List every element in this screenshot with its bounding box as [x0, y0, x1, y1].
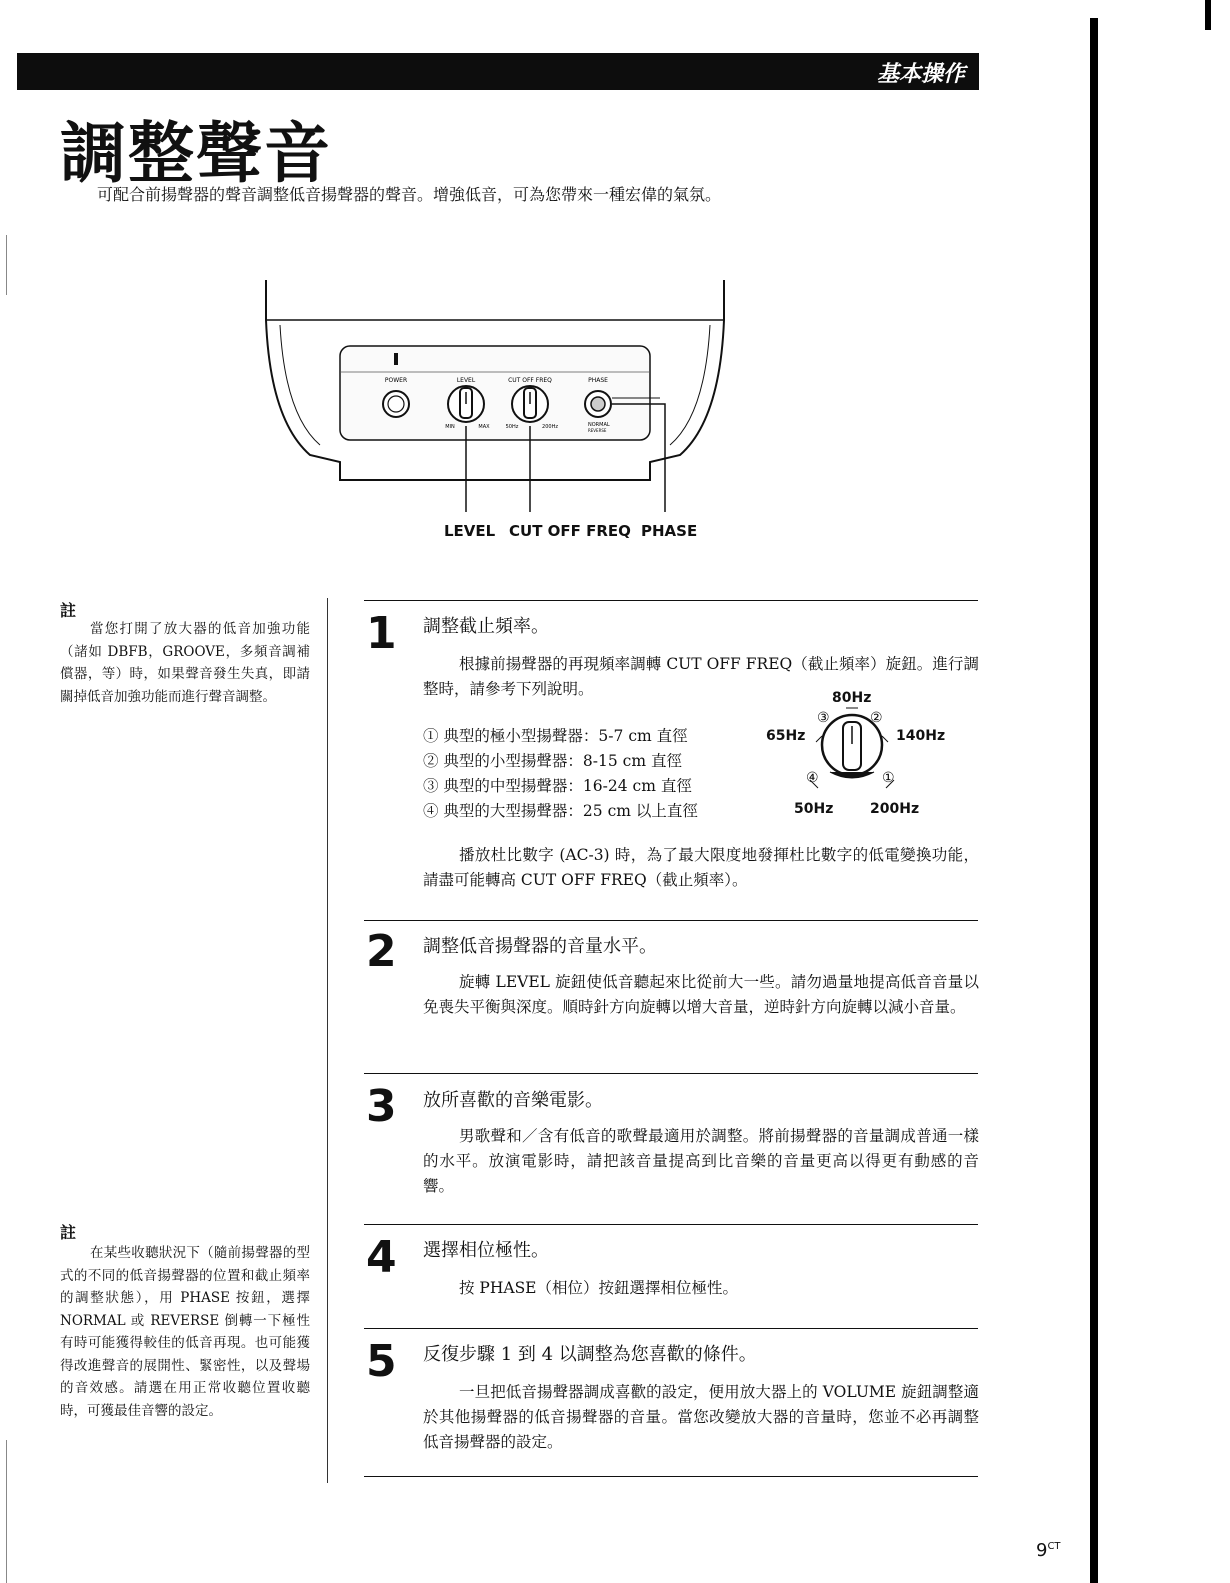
dial-marker-2: ②	[870, 710, 883, 726]
dial-marker-3: ③	[817, 710, 830, 726]
speaker-size-item: ③ 典型的中型揚聲器：16-24 cm 直徑	[423, 777, 692, 795]
phase-button[interactable]	[585, 391, 611, 417]
step-heading: 調整截止頻率。	[423, 616, 549, 637]
callout-cutoff-freq: CUT OFF FREQ	[509, 522, 631, 540]
step-divider	[364, 1073, 978, 1074]
step-paragraph: 一旦把低音揚聲器調成喜歡的設定，便用放大器上的 VOLUME 旋鈕調整適於其他揚聲器的低音揚聲器的音量。當您改變放大器的音量時，您並不必再調整低音揚聲器的設定。	[423, 1383, 979, 1451]
step-heading: 放所喜歡的音樂電影。	[423, 1090, 603, 1111]
phase-reverse-label: REVERSE	[588, 428, 607, 433]
dial-140hz-label: 140Hz	[896, 728, 946, 744]
level-max-label: MAX	[478, 424, 490, 430]
level-knob[interactable]	[448, 386, 484, 422]
note-text: 當您打開了放大器的低音加強功能（諸如 DBFB，GROOVE，多頻音調補償器，等）時，如果聲音發生失真，即請關掉低音加強功能而進行聲音調整。	[60, 621, 310, 705]
column-divider	[327, 598, 328, 1483]
binding-strip	[1090, 18, 1098, 1583]
step-divider	[364, 600, 978, 601]
note-text: 在某些收聽狀況下（隨前揚聲器的型式的不同的低音揚聲器的位置和截止頻率的調整狀態），用 PHASE 按鈕，選擇 NORMAL 或 REVERSE 倒轉一下極性有時可能獲得較佳的低音再現。也可能獲得改進聲音的展開性、緊密性，以及聲場的音效感。請選在用正常收聽位置收聽時，可獲最佳音響的設定。	[60, 1245, 310, 1419]
dial-80hz-label: 80Hz	[832, 690, 872, 706]
dial-65hz-label: 65Hz	[766, 728, 806, 744]
page-number-value: 9	[1036, 1540, 1048, 1561]
callout-level: LEVEL	[444, 522, 496, 540]
cutoff-50hz-label: 50Hz	[505, 424, 519, 430]
step-divider	[364, 1224, 978, 1225]
step-number: 3	[366, 1081, 397, 1132]
page-number-suffix: CT	[1047, 1541, 1061, 1552]
speaker-size-item: ④ 典型的大型揚聲器：25 cm 以上直徑	[423, 802, 698, 820]
speaker-size-item: ② 典型的小型揚聲器：8-15 cm 直徑	[423, 752, 682, 770]
step-paragraph: 男歌聲和／含有低音的歌聲最適用於調整。將前揚聲器的音量調成普通一樣的水平。放演電影時，請把該音量提高到比音樂的音量更高以得更有動感的音響。	[423, 1127, 979, 1195]
speaker-size-item: ① 典型的極小型揚聲器：5-7 cm 直徑	[423, 727, 688, 745]
step-divider	[364, 1328, 978, 1329]
step-divider	[364, 920, 978, 921]
subwoofer-panel-illustration	[250, 280, 750, 550]
step-paragraph: 按 PHASE（相位）按鈕選擇相位極性。	[459, 1279, 739, 1297]
step-heading: 反復步驟 1 到 4 以調整為您喜歡的條件。	[423, 1344, 757, 1365]
intro-text: 可配合前揚聲器的聲音調整低音揚聲器的聲音。增強低音，可為您帶來一種宏偉的氣氛。	[97, 185, 722, 204]
crop-mark	[1205, 0, 1211, 30]
note-label: 註	[60, 601, 77, 620]
step-paragraph: 旋轉 LEVEL 旋鈕使低音聽起來比從前大一些。請勿過量地提高低音音量以免喪失平衡與深度。順時針方向旋轉以增大音量，逆時針方向旋轉以減小音量。	[423, 973, 979, 1016]
step-heading: 選擇相位極性。	[423, 1240, 549, 1261]
step-paragraph: 播放杜比數字 (AC-3) 時，為了最大限度地發揮杜比數字的低電變換功能，請盡可能轉高 CUT OFF FREQ（截止頻率）。	[423, 846, 979, 889]
step-paragraph: 根據前揚聲器的再現頻率調轉 CUT OFF FREQ（截止頻率）旋鈕。進行調整時，請參考下列說明。	[423, 655, 979, 698]
step-number: 2	[366, 926, 397, 977]
note-label: 註	[60, 1223, 77, 1242]
page-number	[1036, 1540, 1061, 1561]
step-divider	[364, 1476, 978, 1477]
section-label: 基本操作	[876, 62, 965, 87]
header-bar	[17, 53, 979, 90]
cutoff-freq-knob[interactable]	[512, 386, 548, 422]
level-label: LEVEL	[456, 377, 476, 384]
phase-label: PHASE	[588, 377, 608, 384]
cutoff-label: CUT OFF FREQ	[508, 377, 552, 384]
step-heading: 調整低音揚聲器的音量水平。	[423, 936, 657, 957]
power-button[interactable]	[383, 391, 409, 417]
margin-line	[6, 235, 7, 295]
power-label: POWER	[384, 377, 408, 384]
phase-normal-label: NORMAL	[588, 422, 610, 428]
margin-line	[6, 1440, 7, 1583]
page-title: 調整聲音	[60, 115, 332, 192]
callout-phase: PHASE	[641, 522, 698, 540]
step-number: 5	[366, 1336, 397, 1387]
dial-50hz-label: 50Hz	[794, 801, 834, 817]
cutoff-200hz-label: 200Hz	[542, 424, 558, 430]
dial-marker-1: ①	[882, 770, 895, 786]
dial-200hz-label: 200Hz	[870, 801, 920, 817]
dial-marker-4: ④	[806, 770, 819, 786]
level-min-label: MIN	[445, 424, 455, 430]
step-number: 1	[366, 608, 397, 659]
step-number: 4	[366, 1232, 397, 1283]
